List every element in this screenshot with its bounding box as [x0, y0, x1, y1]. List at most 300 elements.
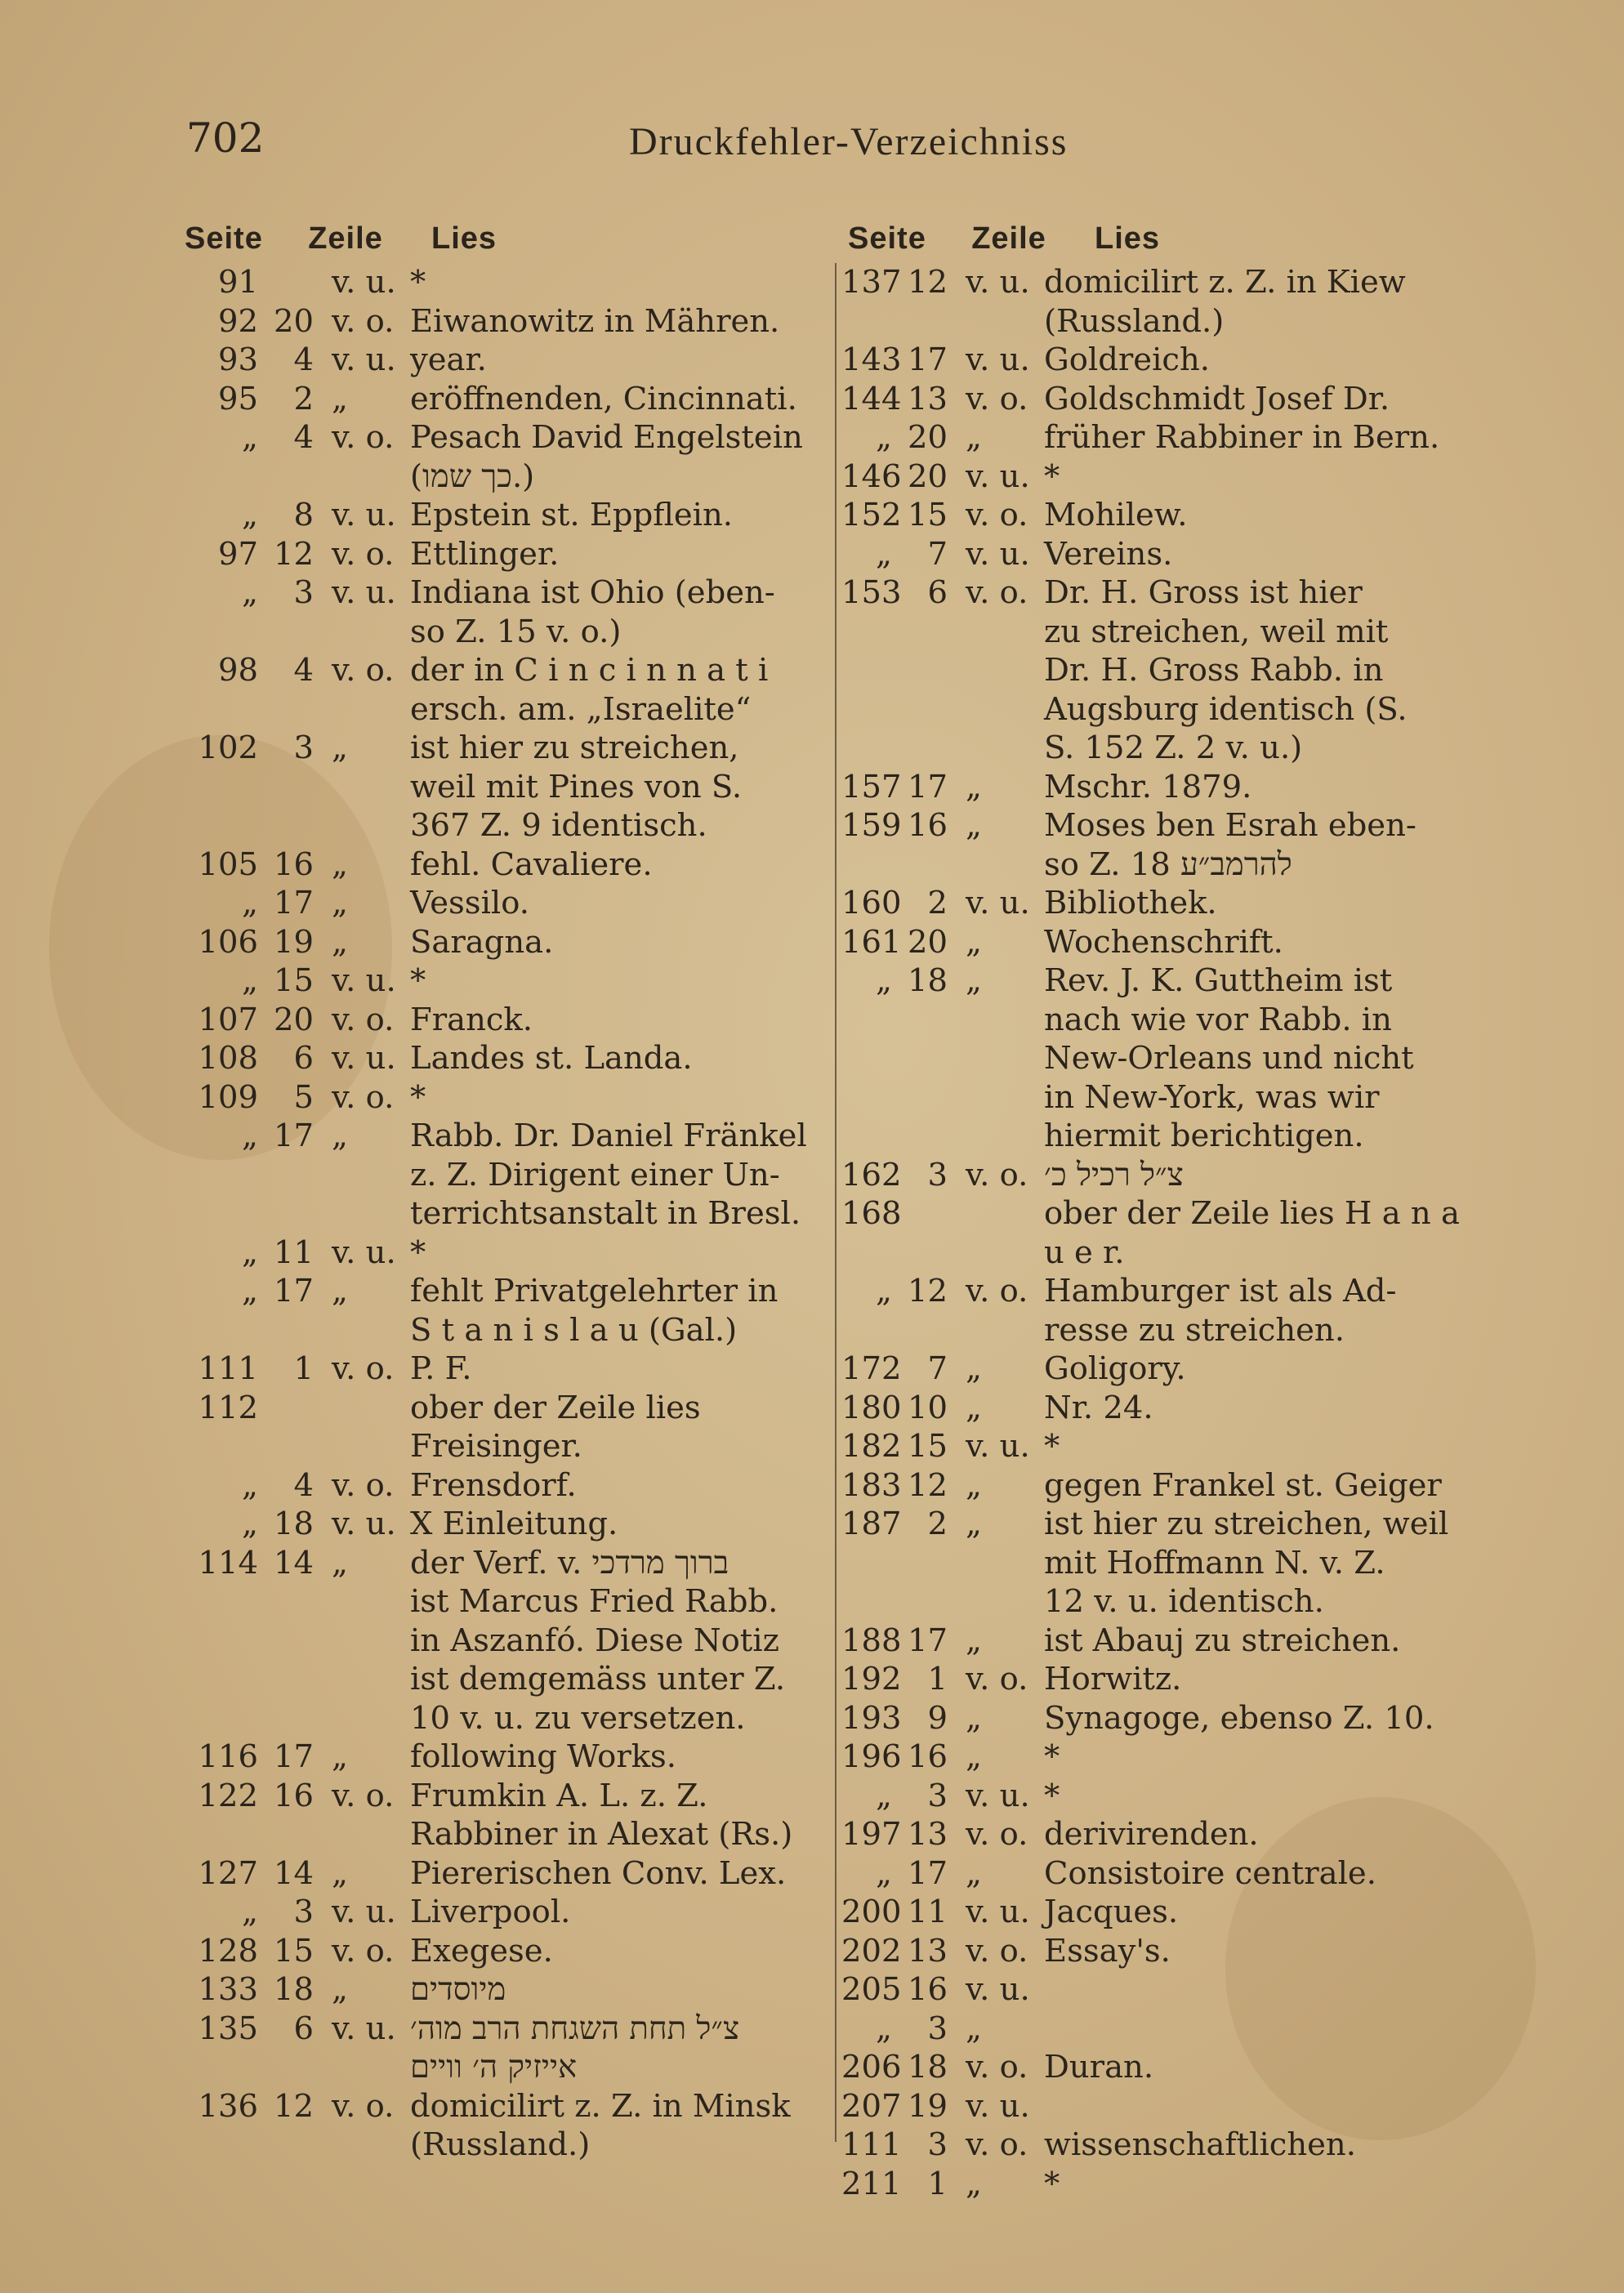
errata-row: [841, 1854, 1487, 1894]
errata-zeile: 9: [927, 1699, 948, 1737]
errata-zeile: 15: [908, 497, 948, 533]
errata-position: v. u.: [332, 497, 396, 533]
column-header: [841, 214, 1487, 263]
errata-position: v. o.: [332, 535, 395, 573]
errata-row: [841, 1349, 1487, 1389]
errata-position: „: [966, 1389, 982, 1426]
errata-correction: Horwitz.: [1044, 1661, 1182, 1697]
errata-row: [841, 457, 1487, 497]
errata-correction: צ״ל רכיל כ׳: [1044, 1156, 1184, 1193]
errata-seite: 144: [841, 380, 902, 417]
errata-zeile: 19: [274, 923, 314, 961]
errata-correction: Indiana ist Ohio (eben- so Z. 15 v. o.): [410, 574, 775, 650]
errata-seite: 106: [198, 923, 258, 961]
errata-seite: 111: [198, 1350, 258, 1387]
errata-seite: 196: [841, 1738, 902, 1775]
errata-seite: 153: [841, 574, 902, 611]
errata-row: [178, 496, 823, 535]
errata-correction: ist hier zu streichen, weil mit Pines von S. 367 Z. 9 identisch.: [410, 729, 743, 844]
errata-position: v. o.: [966, 1661, 1028, 1697]
errata-row: [178, 1272, 823, 1349]
errata-position: v. u.: [966, 1428, 1030, 1465]
errata-correction: P. F.: [410, 1350, 472, 1387]
errata-seite: 157: [841, 768, 902, 805]
errata-correction: *: [410, 1078, 426, 1116]
errata-zeile: 4: [293, 419, 314, 456]
errata-row: [178, 1970, 823, 2010]
errata-position: „: [966, 807, 982, 844]
errata-zeile: 20: [908, 419, 948, 456]
errata-zeile: 6: [293, 1040, 314, 1077]
errata-position: v. u.: [332, 1233, 396, 1271]
errata-zeile: 10: [908, 1389, 948, 1426]
errata-zeile: 17: [908, 768, 948, 805]
header-zeile: Zeile: [971, 221, 1046, 256]
errata-row: [178, 1893, 823, 1932]
errata-seite: 127: [198, 1854, 258, 1892]
errata-position: v. u.: [966, 341, 1030, 378]
errata-position: v. u.: [966, 264, 1030, 301]
errata-row: [178, 1544, 823, 1738]
errata-correction: Rabb. Dr. Daniel Fränkel z. Z. Dirigent einer Un- terrichtsanstalt in Bresl.: [410, 1118, 807, 1232]
errata-position: v. o.: [966, 1816, 1028, 1853]
errata-seite: 211: [841, 2165, 902, 2202]
errata-position: v. u.: [966, 1894, 1030, 1930]
errata-correction: Ettlinger.: [410, 535, 560, 573]
errata-correction: Rev. J. K. Guttheim ist nach wie vor Rabb. in New-Orleans und nicht in New-York, was wir hiermit berichtigen.: [1044, 962, 1414, 1154]
errata-row: [178, 1777, 823, 1854]
errata-seite: 197: [841, 1816, 902, 1853]
errata-seite: „: [242, 497, 258, 533]
errata-position: v. o.: [966, 2049, 1028, 2086]
errata-seite: 159: [841, 807, 902, 844]
errata-seite: 200: [841, 1894, 902, 1930]
errata-column-right: [841, 214, 1487, 2203]
errata-position: „: [966, 1350, 982, 1387]
errata-position: „: [966, 2010, 982, 2047]
errata-zeile: 15: [274, 962, 314, 999]
errata-row: [841, 1427, 1487, 1466]
errata-correction: following Works.: [410, 1738, 677, 1775]
errata-zeile: 19: [908, 2087, 948, 2125]
errata-position: v. o.: [332, 2087, 395, 2125]
errata-row: [841, 1156, 1487, 1195]
errata-correction: Eiwanowitz in Mähren.: [410, 302, 780, 340]
errata-row: [178, 1854, 823, 1894]
errata-zeile: 1: [927, 2165, 948, 2202]
errata-seite: 108: [198, 1040, 258, 1077]
errata-correction: צ״ל תחת השגחת הרב מוה׳ אייזיק ה׳ וויים: [410, 2010, 740, 2086]
errata-position: „: [966, 1622, 982, 1659]
errata-correction: *: [410, 962, 426, 999]
errata-row: [841, 496, 1487, 535]
errata-correction: Synagoge, ebenso Z. 10.: [1044, 1699, 1434, 1737]
errata-position: „: [332, 1738, 348, 1775]
errata-zeile: 11: [274, 1233, 314, 1271]
errata-correction: Franck.: [410, 1001, 533, 1038]
errata-position: „: [966, 923, 982, 961]
errata-seite: 162: [841, 1156, 902, 1193]
errata-position: „: [332, 885, 348, 921]
errata-zeile: 13: [908, 1816, 948, 1853]
errata-correction: *: [1044, 457, 1060, 495]
errata-zeile: 6: [927, 574, 948, 611]
errata-seite: „: [876, 419, 892, 456]
errata-row: [841, 1660, 1487, 1699]
errata-zeile: 3: [927, 1156, 948, 1193]
errata-seite: 146: [841, 457, 902, 495]
errata-zeile: 18: [908, 2049, 948, 2086]
errata-position: v. u.: [332, 1894, 396, 1930]
errata-position: v. u.: [332, 341, 396, 378]
errata-position: „: [966, 1854, 982, 1892]
errata-seite: 114: [198, 1544, 258, 1581]
errata-correction: ist hier zu streichen, weil mit Hoffmann N. v. Z. 12 v. u. identisch.: [1044, 1506, 1449, 1620]
errata-correction: Piererischen Conv. Lex.: [410, 1854, 787, 1892]
errata-correction: *: [1044, 1428, 1060, 1465]
errata-seite: 172: [841, 1350, 902, 1387]
errata-zeile: 17: [908, 1854, 948, 1892]
header-lies: Lies: [1095, 221, 1161, 256]
errata-position: „: [332, 380, 348, 417]
errata-position: „: [966, 962, 982, 999]
errata-row: [841, 884, 1487, 923]
errata-seite: „: [242, 1118, 258, 1154]
errata-position: „: [966, 1466, 982, 1504]
errata-position: v. u.: [966, 885, 1030, 921]
errata-zeile: 1: [293, 1350, 314, 1387]
errata-zeile: 4: [293, 1466, 314, 1504]
errata-seite: 133: [198, 1971, 258, 2008]
errata-correction: Vereins.: [1044, 535, 1173, 573]
errata-correction: X Einleitung.: [410, 1506, 618, 1542]
errata-zeile: 16: [274, 1777, 314, 1814]
errata-seite: „: [876, 1777, 892, 1814]
errata-correction: Pesach David Engelstein (כך שמו.): [410, 419, 803, 495]
errata-seite: 160: [841, 885, 902, 921]
header-seite: Seite: [185, 221, 263, 256]
errata-zeile: 3: [293, 574, 314, 611]
errata-zeile: 16: [908, 1738, 948, 1775]
errata-zeile: 17: [274, 1118, 314, 1154]
errata-row: [841, 1815, 1487, 1854]
errata-correction: wissenschaftlichen.: [1044, 2126, 1356, 2163]
errata-zeile: 4: [293, 652, 314, 689]
errata-row: [841, 573, 1487, 768]
errata-position: v. o.: [332, 1777, 395, 1814]
errata-correction: *: [1044, 1777, 1060, 1814]
errata-correction: ober der Zeile lies H a n a u e r.: [1044, 1195, 1460, 1271]
errata-seite: 105: [198, 845, 258, 883]
errata-position: v. o.: [332, 1078, 395, 1116]
errata-seite: 122: [198, 1777, 258, 1814]
errata-zeile: 20: [274, 302, 314, 340]
errata-zeile: 2: [293, 380, 314, 417]
errata-zeile: 12: [908, 264, 948, 301]
errata-seite: 202: [841, 1932, 902, 1970]
errata-seite: 187: [841, 1506, 902, 1542]
errata-zeile: 16: [908, 1971, 948, 2008]
errata-correction: Essay's.: [1044, 1932, 1171, 1970]
errata-position: v. u.: [966, 457, 1030, 495]
errata-row: [841, 263, 1487, 341]
errata-correction: Landes st. Landa.: [410, 1040, 693, 1077]
errata-position: „: [332, 1854, 348, 1892]
errata-row: [841, 2010, 1487, 2049]
errata-row: [178, 263, 823, 302]
errata-zeile: 3: [927, 2010, 948, 2047]
errata-seite: 207: [841, 2087, 902, 2125]
errata-zeile: 7: [927, 535, 948, 573]
errata-row: [178, 1738, 823, 1777]
errata-correction: Duran.: [1044, 2049, 1154, 2086]
errata-correction: derivirenden.: [1044, 1816, 1259, 1853]
errata-position: „: [332, 1118, 348, 1154]
column-divider: [835, 263, 837, 2142]
errata-correction: Epstein st. Eppflein.: [410, 497, 734, 533]
errata-correction: *: [1044, 1738, 1060, 1775]
errata-position: v. u.: [332, 264, 396, 301]
errata-correction: Goligory.: [1044, 1350, 1186, 1387]
errata-row: [178, 2010, 823, 2087]
errata-position: v. o.: [332, 419, 395, 456]
errata-row: [178, 1505, 823, 1544]
errata-seite: 152: [841, 497, 902, 533]
errata-zeile: 12: [908, 1466, 948, 1504]
errata-correction: gegen Frankel st. Geiger: [1044, 1466, 1442, 1504]
errata-list-left: [178, 263, 823, 2165]
errata-correction: Goldreich.: [1044, 341, 1210, 378]
errata-correction: fehl. Cavaliere.: [410, 845, 653, 883]
errata-row: [178, 1233, 823, 1273]
errata-position: v. o.: [966, 2126, 1028, 2163]
errata-seite: „: [242, 962, 258, 999]
errata-seite: 180: [841, 1389, 902, 1426]
errata-correction: *: [410, 1233, 426, 1271]
errata-row: [841, 961, 1487, 1156]
errata-correction: Bibliothek.: [1044, 885, 1217, 921]
errata-correction: der Verf. v. ברוך מרדכי ist Marcus Fried Rabb. in Aszanfó. Diese Notiz ist demgemäss unter Z. 10 v. u. zu versetzen.: [410, 1544, 786, 1737]
errata-zeile: 3: [927, 1777, 948, 1814]
errata-row: [178, 1117, 823, 1233]
errata-correction: *: [410, 264, 426, 301]
errata-row: [178, 845, 823, 885]
errata-zeile: 12: [274, 2087, 314, 2125]
errata-zeile: 2: [927, 885, 948, 921]
errata-position: v. u.: [966, 2087, 1030, 2125]
errata-zeile: 2: [927, 1506, 948, 1542]
errata-row: [178, 2087, 823, 2165]
errata-seite: „: [242, 1273, 258, 1309]
column-header: [178, 214, 823, 263]
errata-seite: 205: [841, 1971, 902, 2008]
errata-position: v. u.: [966, 535, 1030, 573]
errata-seite: 192: [841, 1661, 902, 1697]
errata-seite: 136: [198, 2087, 258, 2125]
errata-correction: Liverpool.: [410, 1894, 571, 1930]
errata-row: [841, 1466, 1487, 1506]
errata-seite: 92: [218, 302, 258, 340]
errata-list-right: [841, 263, 1487, 2203]
errata-row: [841, 380, 1487, 419]
errata-seite: 112: [198, 1389, 258, 1426]
errata-zeile: 3: [927, 2126, 948, 2163]
errata-row: [841, 1893, 1487, 1932]
errata-seite: 206: [841, 2049, 902, 2086]
errata-position: v. o.: [966, 497, 1028, 533]
errata-seite: 183: [841, 1466, 902, 1504]
errata-seite: 188: [841, 1622, 902, 1659]
errata-correction: ober der Zeile lies Freisinger.: [410, 1389, 701, 1465]
errata-zeile: 17: [274, 1738, 314, 1775]
errata-row: [841, 1738, 1487, 1777]
errata-position: v. u.: [966, 1777, 1030, 1814]
errata-column-left: [178, 214, 823, 2165]
errata-position: v. u.: [332, 2010, 396, 2047]
errata-position: v. o.: [966, 574, 1028, 611]
errata-row: [178, 341, 823, 380]
errata-seite: 193: [841, 1699, 902, 1737]
errata-zeile: 4: [293, 341, 314, 378]
errata-row: [178, 729, 823, 845]
errata-row: [841, 923, 1487, 962]
errata-row: [841, 535, 1487, 574]
errata-correction: Goldschmidt Josef Dr.: [1044, 380, 1390, 417]
errata-zeile: 17: [274, 885, 314, 921]
errata-zeile: 8: [293, 497, 314, 533]
errata-correction: Vessilo.: [410, 885, 529, 921]
errata-row: [841, 2126, 1487, 2165]
errata-row: [841, 1389, 1487, 1428]
errata-position: „: [332, 1971, 348, 2008]
errata-row: [841, 1932, 1487, 1971]
errata-position: v. o.: [332, 652, 395, 689]
errata-correction: Mohilew.: [1044, 497, 1188, 533]
errata-seite: „: [876, 1273, 892, 1309]
errata-correction: eröffnenden, Cincinnati.: [410, 380, 797, 417]
errata-row: [178, 1389, 823, 1466]
errata-zeile: 1: [927, 1661, 948, 1697]
errata-zeile: 14: [274, 1544, 314, 1581]
errata-position: v. o.: [966, 1932, 1028, 1970]
errata-position: „: [966, 1738, 982, 1775]
errata-correction: der in C i n c i n n a t i ersch. am. „Israelite“: [410, 652, 769, 728]
errata-seite: „: [242, 1506, 258, 1542]
errata-position: v. o.: [966, 380, 1028, 417]
errata-position: „: [966, 768, 982, 805]
errata-correction: Saragna.: [410, 923, 554, 961]
errata-zeile: 6: [293, 2010, 314, 2047]
page-number: 702: [186, 114, 265, 162]
errata-row: [178, 302, 823, 341]
errata-row: [178, 380, 823, 419]
errata-seite: „: [876, 2010, 892, 2047]
errata-position: „: [332, 845, 348, 883]
errata-position: v. u.: [332, 962, 396, 999]
errata-position: „: [332, 1273, 348, 1309]
errata-row: [841, 2087, 1487, 2126]
errata-row: [841, 341, 1487, 380]
errata-correction: domicilirt z. Z. in Minsk (Russland.): [410, 2087, 791, 2163]
errata-position: v. o.: [332, 1932, 395, 1970]
errata-seite: „: [242, 419, 258, 456]
errata-zeile: 16: [908, 807, 948, 844]
errata-row: [178, 1039, 823, 1078]
header-zeile: Zeile: [308, 221, 383, 256]
errata-zeile: 20: [908, 923, 948, 961]
errata-correction: fehlt Privatgelehrter in S t a n i s l a u (Gal.): [410, 1273, 779, 1349]
errata-seite: „: [242, 1466, 258, 1504]
errata-seite: 111: [841, 2126, 902, 2163]
errata-zeile: 11: [908, 1894, 948, 1930]
errata-row: [841, 2048, 1487, 2087]
errata-row: [841, 1505, 1487, 1622]
errata-zeile: 14: [274, 1854, 314, 1892]
errata-seite: 102: [198, 729, 258, 766]
errata-row: [178, 651, 823, 729]
errata-seite: „: [242, 574, 258, 611]
errata-position: „: [332, 923, 348, 961]
errata-row: [841, 1622, 1487, 1661]
errata-correction: Hamburger ist als Ad- resse zu streichen.: [1044, 1273, 1397, 1349]
errata-correction: ist Abauj zu streichen.: [1044, 1622, 1401, 1659]
errata-seite: „: [242, 885, 258, 921]
errata-seite: „: [876, 535, 892, 573]
errata-seite: 93: [218, 341, 258, 378]
errata-zeile: 15: [274, 1932, 314, 1970]
errata-zeile: 5: [293, 1078, 314, 1116]
errata-zeile: 13: [908, 1932, 948, 1970]
header-lies: Lies: [431, 221, 497, 256]
errata-row: [178, 1466, 823, 1506]
errata-zeile: 17: [908, 341, 948, 378]
errata-zeile: 18: [908, 962, 948, 999]
errata-zeile: 3: [293, 1894, 314, 1930]
errata-correction: Mschr. 1879.: [1044, 768, 1252, 805]
errata-zeile: 18: [274, 1971, 314, 2008]
errata-seite: 95: [218, 380, 258, 417]
errata-zeile: 3: [293, 729, 314, 766]
errata-row: [178, 884, 823, 923]
errata-correction: Wochenschrift.: [1044, 923, 1283, 961]
errata-correction: Dr. H. Gross ist hier zu streichen, weil mit Dr. H. Gross Rabb. in Augsburg identisch (S. S. 152 Z. 2 v. u.): [1044, 574, 1408, 766]
errata-position: v. o.: [332, 1350, 395, 1387]
errata-zeile: 20: [908, 457, 948, 495]
errata-seite: 91: [218, 264, 258, 301]
errata-position: v. u.: [966, 1971, 1030, 2008]
errata-row: [178, 573, 823, 651]
errata-position: „: [966, 1699, 982, 1737]
errata-correction: מיוסדים: [410, 1971, 506, 2008]
errata-correction: Nr. 24.: [1044, 1389, 1153, 1426]
errata-correction: Exegese.: [410, 1932, 553, 1970]
errata-seite: „: [876, 962, 892, 999]
errata-correction: Moses ben Esrah eben- so Z. 18 להרמב״ע: [1044, 807, 1417, 883]
errata-row: [178, 923, 823, 962]
header-seite: Seite: [848, 221, 926, 256]
errata-correction: Frumkin A. L. z. Z. Rabbiner in Alexat (Rs.): [410, 1777, 793, 1853]
errata-row: [178, 1001, 823, 1040]
errata-position: v. o.: [332, 1466, 395, 1504]
errata-correction: *: [1044, 2165, 1060, 2202]
errata-position: v. o.: [332, 302, 395, 340]
errata-row: [178, 1078, 823, 1118]
errata-position: v. u.: [332, 1040, 396, 1077]
errata-seite: „: [242, 1233, 258, 1271]
errata-row: [841, 1272, 1487, 1349]
errata-row: [841, 1194, 1487, 1272]
errata-seite: „: [876, 1854, 892, 1892]
